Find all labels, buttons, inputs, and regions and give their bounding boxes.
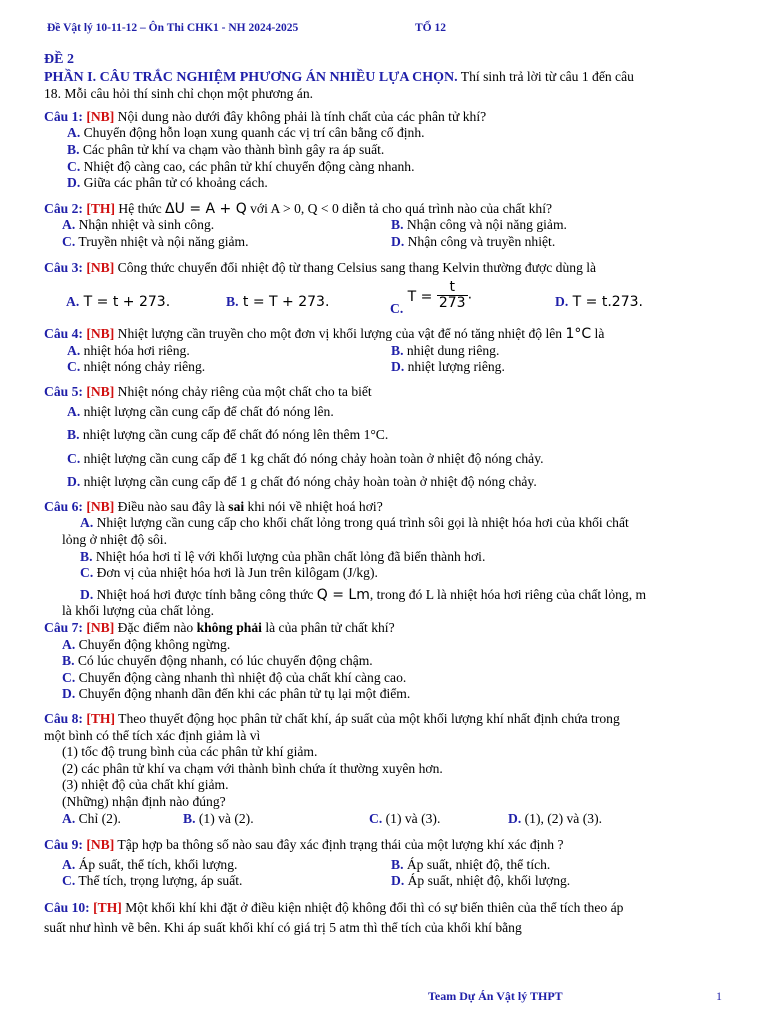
q3-option-b: B. t = T + 273.: [226, 294, 330, 311]
q8-statement-2: (2) các phân tử khí va chạm với thành bình chứa ít thường xuyên hơn.: [62, 760, 443, 776]
q9-options-row-2: [44, 873, 724, 890]
part-instructions: 18. Mỗi câu hỏi thí sinh chỉ chọn một phương án.: [44, 86, 314, 102]
question-4: Câu 4: [NB] Nhiệt lượng cần truyền cho một đơn vị khối lượng của vật để nó tăng nhiệt độ lên 1°C là: [44, 326, 605, 343]
q5-option-c: C. nhiệt lượng cần cung cấp để 1 kg chất đó nóng chảy hoàn toàn ở nhiệt độ nóng chảy.: [67, 450, 544, 466]
q6-option-a-cont: lỏng ở nhiệt độ sôi.: [62, 532, 167, 548]
q4-option-c: C. nhiệt nóng chảy riêng.: [67, 359, 206, 375]
q2-option-a: A. Nhận nhiệt và sinh công.: [62, 217, 215, 233]
question-5: Câu 5: [NB] Nhiệt nóng chảy riêng của một chất cho ta biết: [44, 383, 372, 399]
q1-option-a: A. Chuyển động hỗn loạn xung quanh các vị trí cân bằng cố định.: [67, 125, 425, 141]
q2-option-b: B. Nhận công và nội năng giảm.: [391, 217, 567, 233]
q4-options-row-2: [44, 359, 724, 376]
footer-team: Team Dự Án Vật lý THPT: [428, 989, 563, 1003]
q6-option-b: B. Nhiệt hóa hơi tỉ lệ với khối lượng của phần chất lỏng đã biến thành hơi.: [80, 548, 486, 564]
q2-option-d: D. Nhận công và truyền nhiệt.: [391, 233, 556, 249]
q6-option-c: C. Đơn vị của nhiệt hóa hơi là Jun trên kilôgam (J/kg).: [80, 565, 378, 581]
q2-formula: ΔU = A + Q: [165, 200, 247, 217]
q9-option-b: B. Áp suất, nhiệt độ, thể tích.: [391, 856, 551, 872]
header-group: TỔ 12: [415, 22, 446, 34]
page-header: [47, 20, 727, 37]
q7-option-d: D. Chuyển động nhanh dần đến khi các phân tử tụ lại một điểm.: [62, 686, 411, 702]
q6-option-d-cont: là khối lượng của chất lỏng.: [62, 603, 214, 619]
q8-option-a: A. Chỉ (2).: [62, 810, 121, 826]
q2-option-c: C. Truyền nhiệt và nội năng giảm.: [62, 233, 249, 249]
q4-option-d: D. nhiệt lượng riêng.: [391, 359, 505, 375]
q8-option-d: D. (1), (2) và (3).: [508, 810, 602, 826]
document-content: [44, 52, 724, 936]
question-8-cont: một bình có thể tích xác định giảm là vì: [44, 727, 261, 743]
q9-option-c: C. Thể tích, trọng lượng, áp suất.: [62, 873, 243, 889]
question-7: Câu 7: [NB] Đặc điểm nào không phải là của phân tử chất khí?: [44, 620, 395, 636]
header-title: Đề Vật lý 10-11-12 – Ôn Thi CHK1 - NH 2024-2025: [47, 22, 299, 34]
q1-option-b: B. Các phân tử khí va chạm vào thành bình gây ra áp suất.: [67, 141, 385, 157]
question-9: Câu 9: [NB] Tập hợp ba thông số nào sau đây xác định trạng thái của một lượng khí xác định ?: [44, 837, 564, 853]
q5-option-d: D. nhiệt lượng cần cung cấp để 1 g chất đó nóng chảy hoàn toàn ở nhiệt độ nóng chảy.: [67, 474, 537, 490]
q1-option-c: C. Nhiệt độ càng cao, các phân tử khí chuyển động càng nhanh.: [67, 158, 415, 174]
q3-fraction: $\frac{t}{273}$: [438, 279, 466, 312]
q5-option-b: B. nhiệt lượng cần cung cấp để chất đó nóng lên thêm 1°C.: [67, 427, 389, 443]
q5-option-a: A. nhiệt lượng cần cung cấp để chất đó nóng lên.: [67, 403, 334, 419]
question-1: Câu 1: [NB] Nội dung nào dưới đây không phải là tính chất của các phân tử khí?: [44, 108, 487, 124]
q6-option-a: A. Nhiệt lượng cần cung cấp cho khối chất lỏng trong quá trình sôi gọi là nhiệt hóa hơi của khối chất: [80, 515, 629, 531]
q6-option-d: D. Nhiệt hoá hơi được tính bằng công thức Q = Lm, trong đó L là nhiệt hóa hơi riêng của chất lỏng, m: [80, 586, 647, 603]
q9-option-a: A. Áp suất, thể tích, khối lượng.: [62, 856, 238, 872]
q3-option-a: A. T = t + 273.: [66, 294, 171, 311]
q2-options-row-1: [44, 217, 724, 234]
exam-number: ĐỀ 2: [44, 52, 74, 67]
q8-statement-1: (1) tốc độ trung bình của các phân tử khí giảm.: [62, 744, 318, 760]
q8-prompt: (Những) nhận định nào đúng?: [62, 793, 226, 809]
part-heading: PHẦN I. CÂU TRẮC NGHIỆM PHƯƠNG ÁN NHIỀU LỰA CHỌN. Thí sinh trả lời từ câu 1 đến câu: [44, 68, 634, 85]
q7-option-b: B. Có lúc chuyển động nhanh, có lúc chuyển động chậm.: [62, 653, 373, 669]
question-2: Câu 2: [TH] Hệ thức ΔU = A + Q với A > 0, Q < 0 diễn tả cho quá trình nào của chất khí?: [44, 200, 553, 217]
q8-statement-3: (3) nhiệt độ của chất khí giảm.: [62, 777, 229, 793]
question-6: Câu 6: [NB] Điều nào sau đây là sai khi nói về nhiệt hoá hơi?: [44, 498, 383, 514]
q9-option-d: D. Áp suất, nhiệt độ, khối lượng.: [391, 873, 571, 889]
q8-option-c: C. (1) và (3).: [369, 810, 441, 826]
q4-option-b: B. nhiệt dung riêng.: [391, 342, 500, 358]
q8-options-row: [44, 811, 724, 828]
q8-option-b: B. (1) và (2).: [183, 810, 254, 826]
question-8: Câu 8: [TH] Theo thuyết động học phân tử chất khí, áp suất của một khối lượng khí nhất định chứa trong: [44, 711, 620, 726]
q4-option-a: A. nhiệt hóa hơi riêng.: [67, 342, 190, 358]
q3-option-d: D. T = t.273.: [555, 294, 643, 311]
page-number: 1: [716, 989, 722, 1003]
question-3: Câu 3: [NB] Công thức chuyển đổi nhiệt độ từ thang Celsius sang thang Kelvin thường được dùng là: [44, 259, 597, 275]
q9-options-row-1: [44, 857, 724, 874]
q7-option-a: A. Chuyển động không ngừng.: [62, 636, 231, 652]
q3-option-c: C. T = $\frac{t}{273}$ .: [390, 279, 473, 316]
q7-option-c: C. Chuyển động càng nhanh thì nhiệt độ của chất khí càng cao.: [62, 669, 407, 685]
q2-options-row-2: [44, 234, 724, 251]
q1-option-d: D. Giữa các phân tử có khoảng cách.: [67, 175, 268, 191]
question-10-cont: suất như hình vẽ bên. Khi áp suất khối khí có giá trị 5 atm thì thể tích của khối khí bằng: [44, 919, 522, 935]
q3-options-row: [44, 276, 724, 314]
question-10: Câu 10: [TH] Một khối khí khi đặt ở điều kiện nhiệt độ không đổi thì có sự biến thiên của thể tích theo áp: [44, 899, 624, 915]
q4-options-row-1: [44, 343, 724, 360]
